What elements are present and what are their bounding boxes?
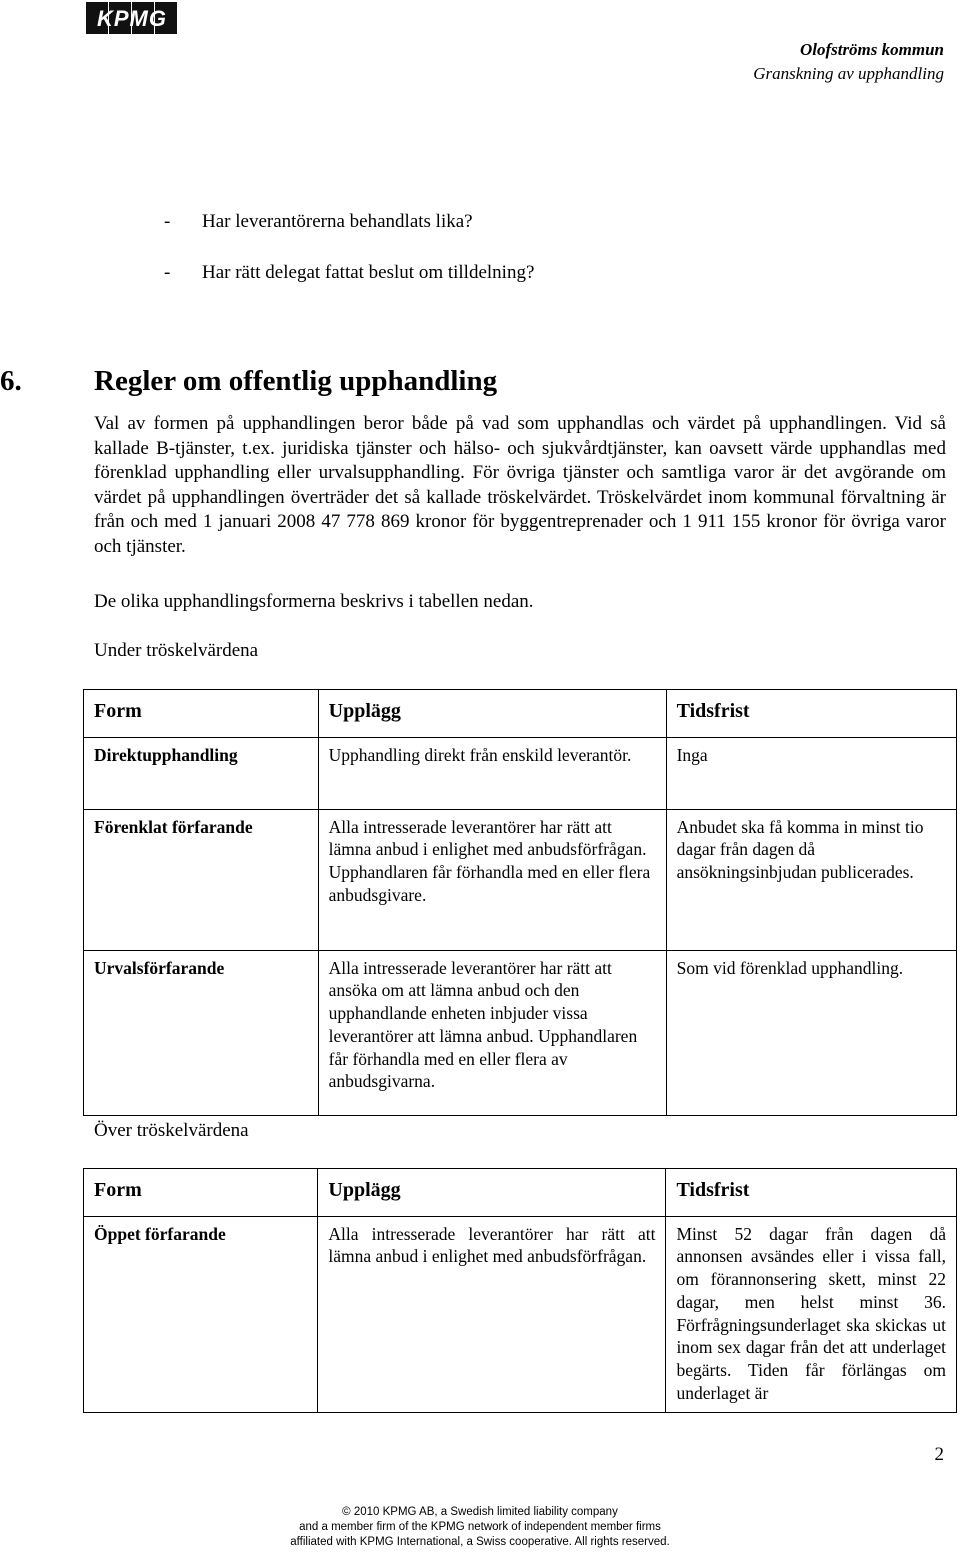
footer-line: © 2010 KPMG AB, a Swedish limited liability company (342, 1506, 618, 1518)
cell-upplagg: Upphandling direkt från enskild leverantör. (318, 737, 666, 809)
cell-upplagg: Alla intresserade leverantörer har rätt att ansöka om att lämna anbud och den upphandlande enheten inbjuder vissa leverantörer att lämna anbud. Upphandlaren får förhandla med en eller flera av anbudsgivarna. (318, 950, 666, 1115)
cell-form: Direktupphandling (84, 737, 319, 809)
bullet-dash: - (164, 211, 171, 232)
cell-tidsfrist: Inga (666, 737, 956, 809)
cell-upplagg: Alla intresserade leverantörer har rätt att lämna anbud i enlighet med anbudsförfrågan. (318, 1216, 666, 1413)
table-row (84, 950, 957, 1115)
table-heading-over: Över tröskelvärdena (94, 1120, 249, 1141)
body-paragraph: De olika upphandlingsformerna beskrivs i tabellen nedan. (94, 591, 534, 612)
header-org: Olofströms kommun (799, 40, 944, 59)
header-subtitle: Granskning av upphandling (753, 64, 944, 83)
table-header-row (84, 1169, 957, 1217)
page-header (753, 38, 944, 86)
bullet-item (164, 262, 534, 284)
cell-tidsfrist: Som vid förenklad upphandling. (666, 950, 956, 1115)
col-header-upplagg: Upplägg (318, 1169, 666, 1217)
col-header-form: Form (84, 1169, 318, 1217)
body-paragraph: Val av formen på upphandlingen beror både på vad som upphandlas och värdet på upphandlingen. Vid så kallade B-tjänster, t.ex. juridiska tjänster och hälso- och sjukvårdtjänster, kan oavsett värde upphandlas med förenklad upphandling eller urvalsupphandling. För övriga tjänster och samtliga varor är det avgörande om värdet på upphandlingen överträder det så kallade tröskelvärdet. Tröskelvärdet inom kommunal förvaltning är från och med 1 januari 2008 47 778 869 kronor för byggentreprenader och 1 911 155 kronor för övriga varor och tjänster. (94, 413, 946, 557)
kpmg-logo (86, 2, 178, 34)
section-title: Regler om offentlig upphandling (94, 365, 498, 397)
col-header-tidsfrist: Tidsfrist (666, 690, 956, 738)
bullet-dash: - (164, 262, 171, 283)
logo-text: KPMG (97, 6, 167, 31)
table-row (84, 809, 957, 950)
bullet-text: Har leverantörerna behandlats lika? (202, 211, 473, 232)
cell-tidsfrist: Minst 52 dagar från dagen då annonsen avsändes eller i vissa fall, om förannonsering skett, minst 22 dagar, men helst minst 36. Förfrågningsunderlaget ska skickas ut inom sex dagar från det att underlaget begärts. Tiden får förlängas om underlaget är (666, 1216, 957, 1413)
table-row (84, 1216, 957, 1413)
table-heading-under: Under tröskelvärdena (94, 640, 259, 661)
table-over-threshold (83, 1168, 957, 1413)
bullet-item (164, 211, 473, 233)
table-row (84, 737, 957, 809)
cell-form: Förenklat förfarande (84, 809, 319, 950)
footer-line: affiliated with KPMG International, a Swiss cooperative. All rights reserved. (290, 1536, 670, 1548)
col-header-tidsfrist: Tidsfrist (666, 1169, 957, 1217)
footer-line: and a member firm of the KPMG network of independent member firms (299, 1521, 661, 1533)
table-under-threshold (83, 689, 957, 1116)
cell-tidsfrist: Anbudet ska få komma in minst tio dagar från dagen då ansökningsinbjudan publicerades. (666, 809, 956, 950)
bullet-text: Har rätt delegat fattat beslut om tilldelning? (202, 262, 535, 283)
cell-form: Öppet förfarande (84, 1216, 318, 1413)
page-footer (0, 1505, 960, 1550)
col-header-form: Form (84, 690, 319, 738)
cell-upplagg: Alla intresserade leverantörer har rätt att lämna anbud i enlighet med anbudsförfrågan. Upphandlaren får förhandla med en eller flera anbudsgivare. (318, 809, 666, 950)
col-header-upplagg: Upplägg (318, 690, 666, 738)
section-number: 6. (0, 365, 22, 397)
page-number: 2 (934, 1444, 944, 1465)
table-header-row (84, 690, 957, 738)
cell-form: Urvalsförfarande (84, 950, 319, 1115)
